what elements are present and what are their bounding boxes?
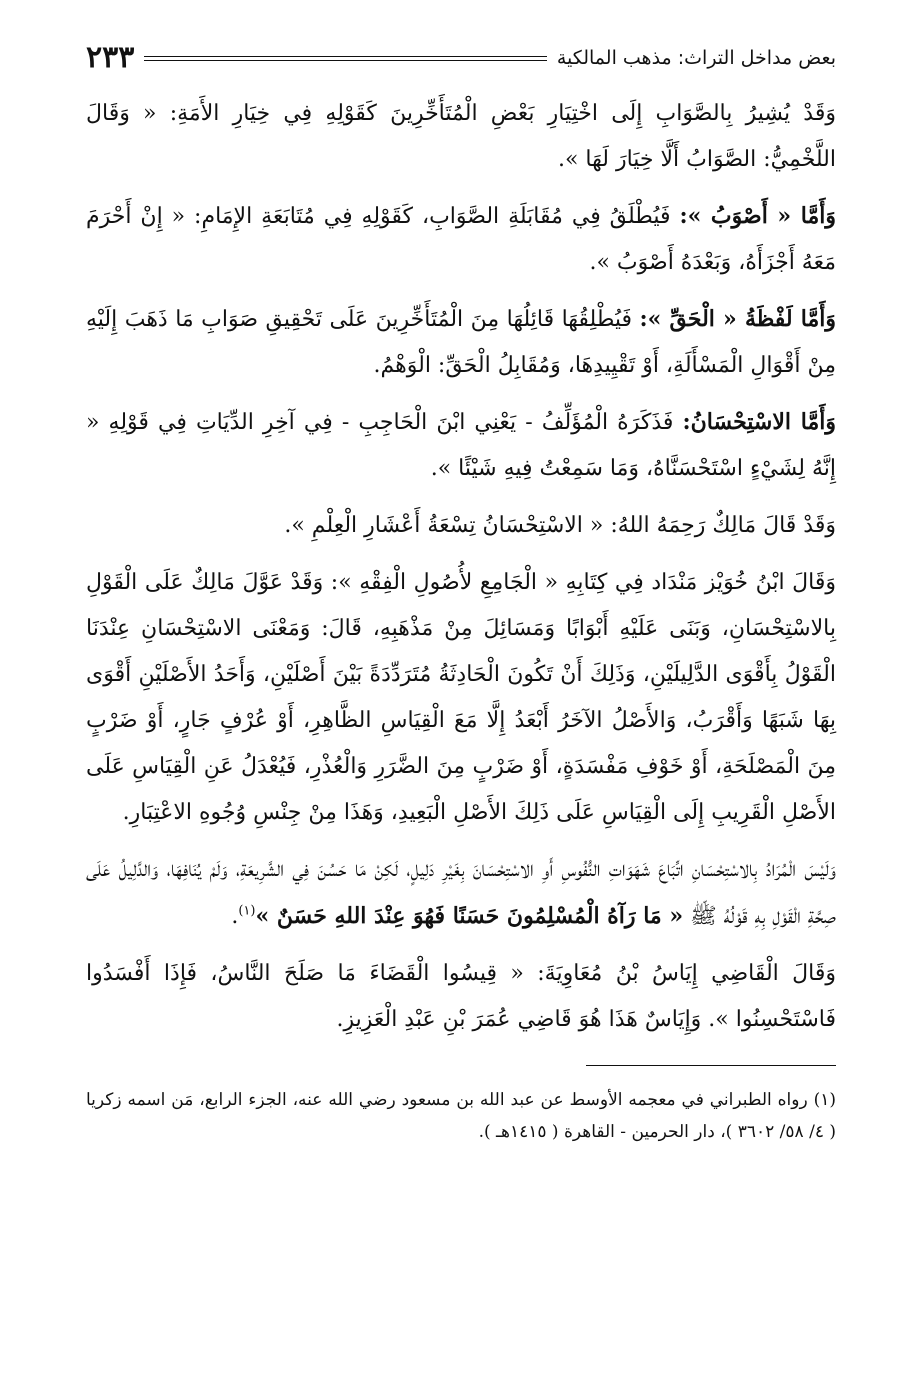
paragraph-text: فَذَكَرَهُ الْمُؤَلِّفُ - يَعْنِي ابْنَ الْحَاجِبِ - فِي آخِرِ الدِّيَاتِ فِي قَوْلِهِ « إِنَّهُ لِشَيْءٍ اسْتَحْسَنَّاهُ، وَمَا سَمِعْتُ فِيهِ شَيْئًا ». xyxy=(86,410,836,481)
running-title: بعض مداخل التراث: مذهب المالكية xyxy=(556,47,836,69)
paragraph-lead: وَأَمَّا لَفْظَةُ « الْحَقِّ »: xyxy=(639,306,836,332)
paragraph-text: وَقَدْ قَالَ مَالِكٌ رَحِمَهُ اللهُ: « الاسْتِحْسَانُ تِسْعَةُ أَعْشَارِ الْعِلْمِ ». xyxy=(284,513,836,538)
paragraph-lead: وَأَمَّا الاسْتِحْسَانُ: xyxy=(682,409,836,435)
paragraph-text: وَلَيْسَ الْمُرَادُ بِالاسْتِحْسَانِ اتِّبَاعَ شَهَوَاتِ النُّفُوسِ أَوِ الاسْتِحْسَانَ بِغَيْرِ دَلِيلٍ، لَكِنْ مَا حَسُنَ فِي الشَّرِيعَةِ، وَلَمْ يُنَافِهَا، وَالدَّلِيلُ عَلَى صِحَّةِ الْقَوْلِ بِهِ قَوْلُهُ ﷺ xyxy=(86,857,836,929)
paragraph-1 xyxy=(86,90,836,183)
paragraph-7 xyxy=(86,846,836,940)
paragraph-lead: وَأَمَّا « أَصْوَبُ »: xyxy=(679,203,837,229)
paragraph-4 xyxy=(86,399,836,492)
paragraph-text: وَقَدْ يُشِيرُ بِالصَّوَابِ إِلَى اخْتِيَارِ بَعْضِ الْمُتَأَخِّرِينَ كَقَوْلِهِ فِي خِيَارِ الأَمَةِ: « وَقَالَ اللَّخْمِيُّ: الصَّوَابُ أَلَّا خِيَارَ لَهَا ». xyxy=(86,101,836,172)
book-page xyxy=(86,40,836,1165)
paragraph-text: فَيُطْلِقُهَا قَائِلُهَا مِنَ الْمُتَأَخِّرِينَ عَلَى تَحْقِيقِ صَوَابِ مَا ذَهَبَ إِلَيْهِ مِنْ أَقْوَالِ الْمَسْأَلَةِ، أَوْ تَقْيِيدِهَا، وَمُقَابِلُ الْحَقِّ: الْوَهْمُ. xyxy=(86,307,836,378)
paragraph-2 xyxy=(86,193,836,286)
footnote: (١) رواه الطبراني في معجمه الأوسط عن عبد الله بن مسعود رضي الله عنه، الجزء الرابع، مَن اسمه زكريا ( ٤/ ٥٨/ ٣٦٠٢ )، دار الحرمين - القاهرة ( ١٤١٥هـ ). xyxy=(86,1090,836,1142)
paragraph-3 xyxy=(86,296,836,389)
paragraph-tail: . xyxy=(231,904,239,929)
hadith-quote: « مَا رَآهُ الْمُسْلِمُونَ حَسَنًا فَهُوَ عِنْدَ اللهِ حَسَنٌ » xyxy=(255,903,684,929)
paragraph-text: وَقَالَ ابْنُ خُوَيْز مَنْدَاد فِي كِتَابِهِ « الْجَامِعِ لأُصُولِ الْفِقْهِ »: وَقَدْ عَوَّلَ مَالِكٌ عَلَى الْقَوْلِ بِالاسْتِحْسَانِ، وَبَنَى عَلَيْهِ أَبْوَابًا وَمَسَائِلَ مِنْ مَذْهَبِهِ، قَالَ: وَمَعْنَى الاسْتِحْسَانِ عِنْدَنَا الْقَوْلُ بِأَقْوَى الدَّلِيلَيْنِ، وَذَلِكَ أَنْ تَكُونَ الْحَادِثَةُ مُتَرَدِّدَةً بَيْنَ أَصْلَيْنِ، وَأَحَدُ الأَصْلَيْنِ أَقْوَى بِهَا شَبَهًا وَأَقْرَبُ، وَالأَصْلُ الآخَرُ أَبْعَدُ إِلَّا مَعَ الْقِيَاسِ الظَّاهِرِ، أَوْ عُرْفٍ جَارٍ، أَوْ ضَرْبٍ مِنَ الْمَصْلَحَةِ، أَوْ خَوْفِ مَفْسَدَةٍ، أَوْ ضَرْبٍ مِنَ الضَّرَرِ وَالْعُذْرِ، فَيُعْدَلُ عَنِ الْقِيَاسِ عَلَى الأَصْلِ الْقَرِيبِ إِلَى الْقِيَاسِ عَلَى ذَلِكَ الأَصْلِ الْبَعِيدِ، وَهَذَا مِنْ جِنْسِ وُجُوهِ الاعْتِبَارِ. xyxy=(86,570,836,825)
footnote-reference[interactable]: (١) xyxy=(238,903,256,919)
main-text xyxy=(86,90,836,1043)
paragraph-5 xyxy=(86,502,836,549)
footnote-rule xyxy=(586,1065,836,1066)
page-number: ٢٣٣ xyxy=(86,40,135,75)
paragraph-text: وَقَالَ الْقَاضِي إِيَاسُ بْنُ مُعَاوِيَةَ: « قِيسُوا الْقَضَاءَ مَا صَلَحَ النَّاسُ، فَإِذَا أَفْسَدُوا فَاسْتَحْسِنُوا ». وَإِيَاسٌ هَذَا هُوَ قَاضِي عُمَرَ بْنِ عَبْدِ الْعَزِيزِ. xyxy=(86,961,836,1032)
paragraph-8 xyxy=(86,950,836,1043)
paragraph-text: فَيُطْلَقُ فِي مُقَابَلَةِ الصَّوَابِ، كَقَوْلِهِ فِي مُتَابَعَةِ الإِمَامِ: « إِنْ أَحْرَمَ مَعَهُ أَجْزَأَهُ، وَبَعْدَهُ أَصْوَبُ ». xyxy=(86,204,836,275)
header-rule xyxy=(144,56,546,61)
paragraph-6 xyxy=(86,559,836,836)
running-header xyxy=(86,40,836,76)
